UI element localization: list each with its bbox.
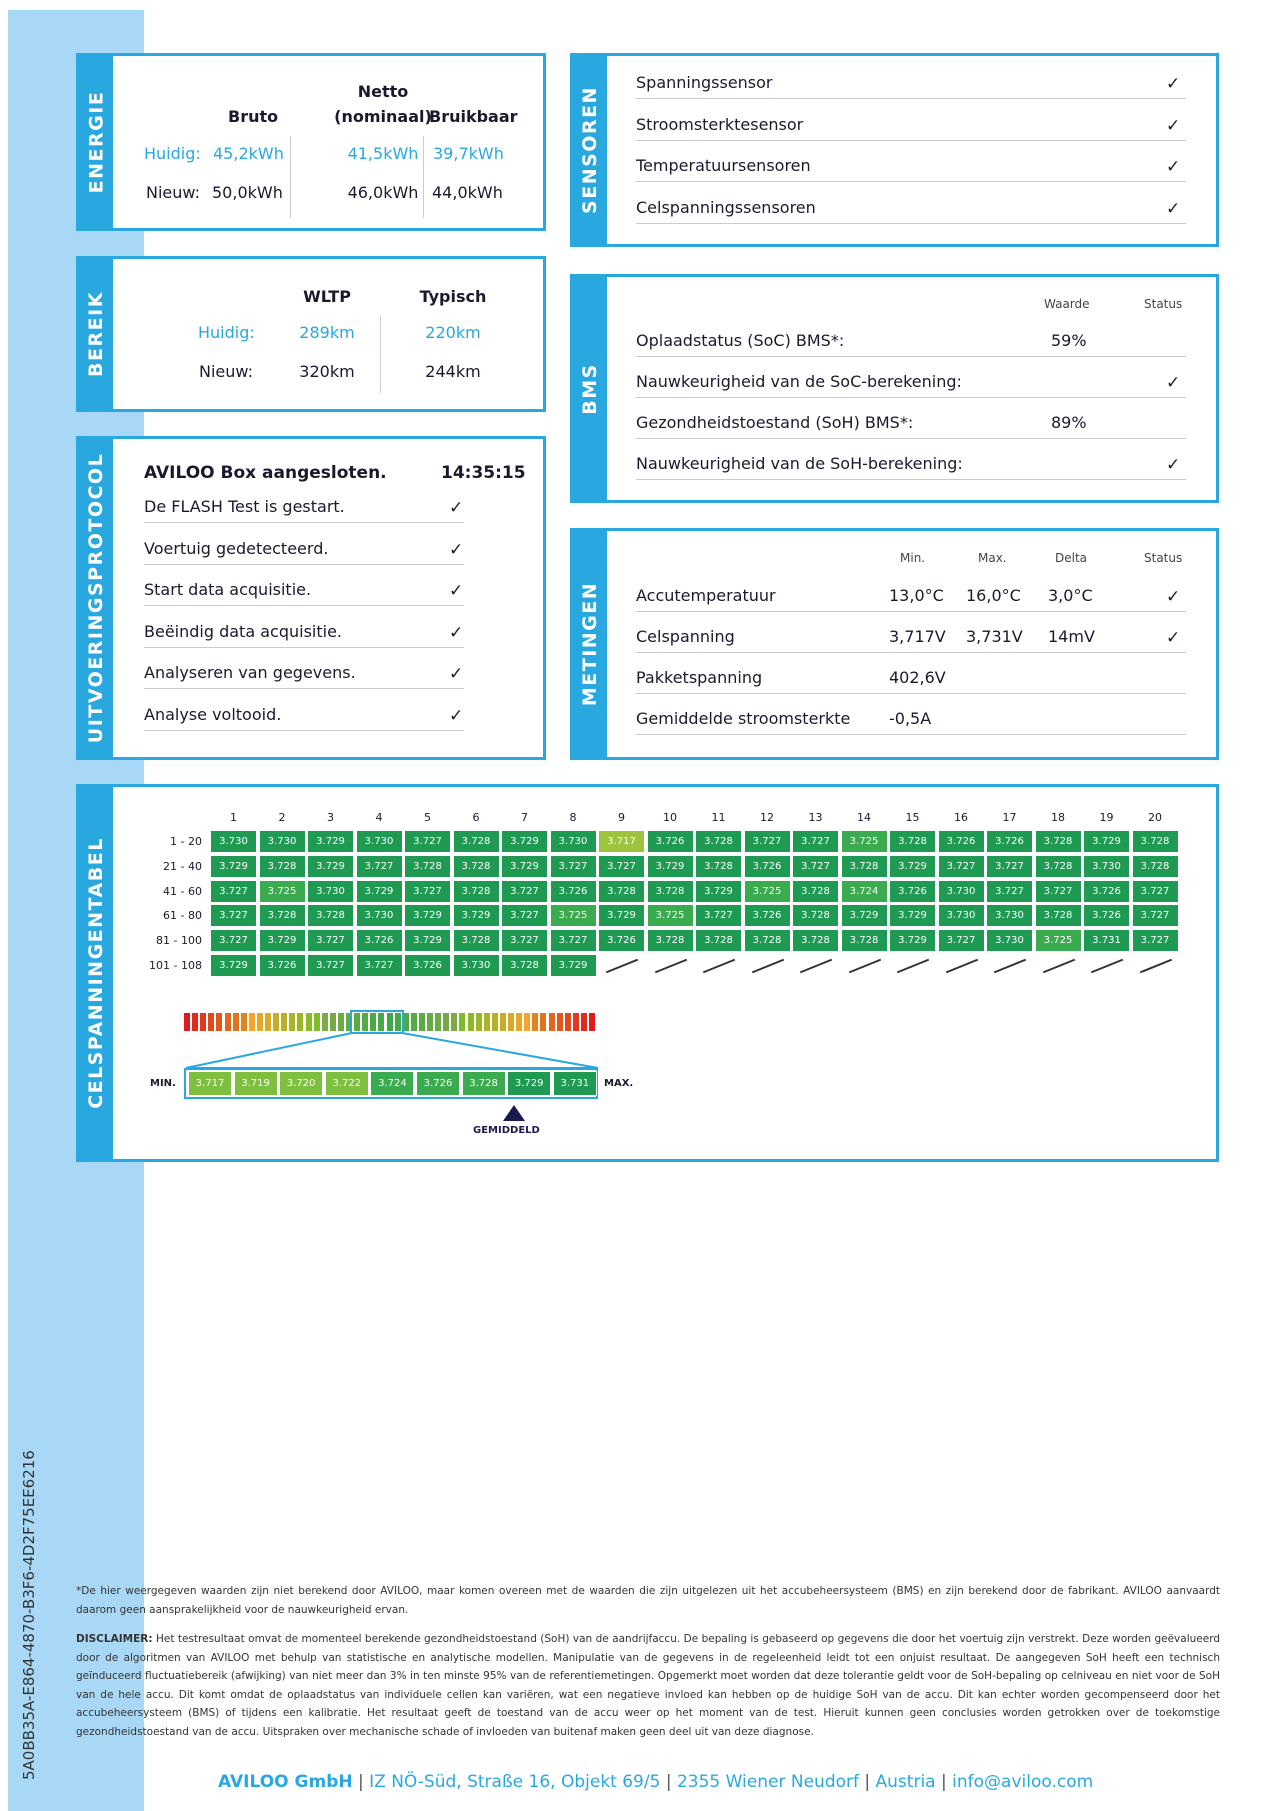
cell-voltage: 3.728: [792, 904, 839, 927]
cell-voltage: 3.727: [550, 855, 597, 878]
bms-tag: BMS: [573, 277, 607, 500]
zoom-value: 3.719: [234, 1071, 278, 1096]
cell-voltage: 3.726: [550, 880, 597, 903]
sensor-label: Stroomsterktesensor: [636, 114, 804, 134]
cell-voltage: 3.729: [356, 880, 403, 903]
protocol-step-label: Analyse voltooid.: [144, 704, 282, 724]
huidig-netto: 41,5kWh: [347, 144, 419, 163]
cell-voltage: 3.728: [453, 880, 500, 903]
row-divider: [636, 181, 1186, 182]
row-divider: [144, 730, 464, 731]
row-divider: [144, 647, 464, 648]
zoom-value: 3.722: [325, 1071, 369, 1096]
average-marker: [503, 1105, 525, 1121]
cell-voltage: 3.727: [792, 830, 839, 853]
cell-voltage: 3.725: [550, 904, 597, 927]
nieuw-bruto: 50,0kWh: [212, 183, 283, 202]
cell-voltage: 3.728: [647, 929, 694, 952]
check-icon: ✓: [449, 581, 464, 601]
cell-voltage: 3.727: [792, 855, 839, 878]
cell-voltage: 3.729: [501, 855, 548, 878]
cell-voltage: 3.728: [1132, 855, 1179, 878]
cell-voltage: 3.727: [1035, 880, 1082, 903]
cell-voltage: 3.729: [307, 830, 354, 853]
cell-voltage: 3.727: [210, 904, 257, 927]
cell-voltage: 3.730: [259, 830, 306, 853]
column-number: 2: [278, 811, 286, 824]
column-number: 15: [905, 811, 920, 824]
cell-voltage: 3.726: [647, 830, 694, 853]
average-label: GEMIDDELD: [473, 1125, 540, 1136]
nieuw-typisch: 244km: [425, 362, 481, 381]
metingen-min: -0,5A: [889, 709, 932, 728]
nieuw-label: Nieuw:: [199, 362, 253, 381]
column-number: 11: [711, 811, 726, 824]
cell-voltage: 3.729: [647, 855, 694, 878]
cell-voltage: 3.731: [1083, 929, 1130, 952]
sensor-label: Temperatuursensoren: [636, 156, 811, 175]
cell-voltage: 3.728: [598, 880, 645, 903]
cell-voltage: 3.728: [889, 830, 936, 853]
col-bruikbaar: Bruikbaar: [429, 107, 518, 126]
cell-voltage: 3.727: [356, 855, 403, 878]
cell-voltage: 3.728: [1035, 830, 1082, 853]
metingen-min: 3,717V: [889, 627, 946, 646]
cell-voltage: 3.726: [938, 830, 985, 853]
check-icon: ✓: [1166, 587, 1181, 607]
disclaimer-label: DISCLAIMER:: [76, 1633, 153, 1645]
cell-voltage: 3.727: [598, 855, 645, 878]
cell-voltage: 3.728: [695, 929, 742, 952]
bms-row-value: 89%: [1051, 413, 1087, 432]
divider: [423, 136, 424, 218]
cell-voltage: 3.724: [841, 880, 888, 903]
row-divider: [636, 140, 1186, 141]
col-wltp: WLTP: [303, 287, 351, 306]
check-icon: ✓: [1166, 74, 1181, 94]
cell-voltage: 3.727: [501, 929, 548, 952]
row-divider: [636, 356, 1186, 357]
cell-voltage: 3.728: [1035, 904, 1082, 927]
column-number: 19: [1099, 811, 1114, 824]
column-number: 12: [760, 811, 774, 824]
check-icon: ✓: [449, 539, 464, 560]
cell-voltage: 3.730: [938, 904, 985, 927]
bms-row-label: Nauwkeurigheid van de SoC-berekening:: [636, 372, 962, 391]
cell-voltage: 3.726: [1083, 880, 1130, 903]
zoom-value: 3.726: [416, 1071, 460, 1096]
check-icon: ✓: [1166, 373, 1181, 393]
cell-voltage: 3.729: [550, 954, 597, 977]
scale-max-label: MAX.: [604, 1078, 634, 1089]
address: IZ NÖ-Süd, Straße 16, Objekt 69/5: [369, 1772, 661, 1792]
cell-voltage: 3.729: [210, 954, 257, 977]
cell-voltage: 3.729: [404, 929, 451, 952]
row-divider: [636, 397, 1186, 398]
col-delta: Delta: [1055, 551, 1088, 565]
footer-contact: [218, 1772, 1093, 1792]
cell-voltage: 3.728: [453, 855, 500, 878]
protocol-step-label: Beëindig data acquisitie.: [144, 621, 342, 641]
cell-voltage: 3.728: [453, 929, 500, 952]
scale-min-label: MIN.: [150, 1078, 176, 1089]
check-icon: ✓: [1166, 157, 1181, 177]
cell-voltage: 3.730: [986, 904, 1033, 927]
col-status: Status: [1144, 297, 1183, 311]
cell-voltage: 3.727: [307, 929, 354, 952]
protocol-time: 14:35:15: [441, 463, 526, 483]
city: 2355 Wiener Neudorf: [676, 1772, 859, 1792]
cell-voltage: 3.730: [453, 954, 500, 977]
cell-voltage: 3.728: [841, 855, 888, 878]
cell-voltage: 3.728: [307, 904, 354, 927]
col-waarde: Waarde: [1044, 297, 1090, 311]
column-number: 13: [808, 811, 823, 824]
row-divider: [144, 605, 464, 606]
bereik-tag: BEREIK: [79, 259, 113, 409]
row-range-label: 81 - 100: [156, 934, 202, 948]
cell-voltage: 3.728: [259, 904, 306, 927]
cell-voltage: 3.729: [259, 929, 306, 952]
cell-voltage: 3.729: [695, 880, 742, 903]
check-icon: ✓: [1166, 115, 1181, 136]
cell-voltage: 3.725: [647, 904, 694, 927]
row-range-label: 21 - 40: [163, 859, 202, 873]
col-netto-2: (nominaal): [334, 107, 432, 126]
protocol-title: AVILOO Box aangesloten.: [144, 463, 387, 483]
cell-voltage: 3.729: [598, 904, 645, 927]
col-status: Status: [1144, 551, 1183, 565]
sep: |: [358, 1772, 364, 1792]
cell-voltage: 3.727: [986, 855, 1033, 878]
cell-voltage: 3.728: [453, 830, 500, 853]
cell-voltage: 3.729: [1083, 830, 1130, 853]
nieuw-netto: 46,0kWh: [347, 183, 419, 202]
check-icon: ✓: [449, 705, 464, 726]
metingen-max: 3,731V: [966, 627, 1023, 646]
cell-voltage: 3.727: [210, 880, 257, 903]
protocol-step-label: De FLASH Test is gestart.: [144, 497, 345, 516]
sep: |: [665, 1772, 672, 1792]
cell-voltage: 3.726: [1083, 904, 1130, 927]
column-number: 17: [1002, 811, 1017, 824]
cell-voltage: 3.727: [501, 880, 548, 903]
cell-voltage: 3.730: [1083, 855, 1130, 878]
celtabel-tag: CELSPANNINGENTABEL: [79, 787, 113, 1159]
metingen-row-label: Accutemperatuur: [636, 586, 776, 605]
col-bruto: Bruto: [228, 107, 279, 126]
metingen-tag: METINGEN: [573, 531, 607, 757]
metingen-delta: 14mV: [1048, 627, 1095, 646]
country: Austria: [875, 1772, 936, 1792]
cell-voltage: 3.730: [986, 929, 1033, 952]
row-divider: [636, 611, 1186, 612]
cell-voltage: 3.727: [356, 954, 403, 977]
sep: |: [941, 1772, 947, 1792]
cell-voltage: 3.726: [986, 830, 1033, 853]
cell-voltage: 3.729: [889, 855, 936, 878]
bms-footnote: *De hier weergegeven waarden zijn niet berekend door AVILOO, maar komen overeen met de waarden die zijn uitgelezen uit het accubeheersysteem (BMS) en zijn berekend door de fabrikant. AVILOO aanvaardt daarom geen aansprakelijkheid voor de nauwkeurigheid ervan.: [76, 1585, 1220, 1616]
column-number: 6: [472, 811, 480, 824]
row-divider: [636, 438, 1186, 439]
protocol-panel: [76, 436, 546, 760]
sensor-label: Spanningssensor: [636, 73, 773, 92]
huidig-label: Huidig:: [144, 144, 201, 163]
bms-row-value: 59%: [1051, 331, 1087, 350]
huidig-label: Huidig:: [198, 323, 255, 342]
zoom-value: 3.731: [553, 1071, 597, 1096]
check-icon: ✓: [1166, 198, 1181, 219]
column-number: 8: [569, 811, 577, 824]
protocol-tag: UITVOERINGSPROTOCOL: [79, 439, 113, 757]
company-name: AVILOO GmbH: [218, 1772, 353, 1792]
protocol-step-label: Voertuig gedetecteerd.: [144, 538, 329, 558]
divider: [290, 136, 291, 218]
sensor-label: Celspanningssensoren: [636, 197, 816, 217]
row-divider: [636, 479, 1186, 480]
bms-panel: [570, 274, 1219, 503]
disclaimer: [76, 1630, 1220, 1741]
cell-voltage: 3.728: [259, 855, 306, 878]
cell-voltage: 3.730: [356, 830, 403, 853]
disclaimer-text: Het testresultaat omvat de momenteel berekende gezondheidstoestand (SoH) van de aandrijfaccu. De bepaling is gebaseerd op gegevens die door het voertuig zijn verstrekt. Deze worden geëvalueerd door de algoritmen van AVILOO met behulp van statistische en analytische modellen. Manipulatie van de gegevens in de regeleenheid leidt tot een onjuist resultaat. De aangegeven SoH heeft een technisch geïnduceerd fluctuatiebereik (afwijking) van niet meer dan 3% in ten minste 95% van de referentiemetingen. Opgemerkt moet worden dat deze tolerantie geldt voor de SoH-bepaling op celniveau en niet voor de SoH van de hele accu. Dit komt omdat de oplaadstatus van individuele cellen kan variëren, wat een negatieve invloed kan hebben op de huidige SoH van de accu. Dit kan echter worden gecompenseerd door het accubeheersysteem (BMS) of tijdens een kalibratie. Het resultaat geeft de toestand van de accu weer op het moment van de test. Hieruit kunnen geen conclusies worden getrokken over de toekomstige gezondheidstoestand van de accu. Uitspraken over mechanische schade of invloeden van buitenaf maken geen deel uit van deze diagnose.: [76, 1633, 1220, 1738]
column-number: 18: [1051, 811, 1065, 824]
column-number: 5: [424, 811, 431, 824]
row-divider: [144, 688, 464, 689]
cell-voltage: 3.727: [744, 830, 791, 853]
cell-voltage: 3.726: [744, 855, 791, 878]
nieuw-bruikbaar: 44,0kWh: [432, 183, 503, 202]
cell-voltage: 3.728: [792, 929, 839, 952]
row-divider: [636, 693, 1186, 694]
row-range-label: 101 - 108: [149, 959, 202, 972]
row-range-label: 41 - 60: [163, 884, 202, 898]
nieuw-label: Nieuw:: [146, 183, 200, 202]
column-number: 9: [618, 811, 625, 824]
check-icon: ✓: [449, 498, 464, 518]
column-number: 1: [230, 811, 237, 824]
cell-voltage: 3.729: [841, 904, 888, 927]
cell-voltage: 3.730: [938, 880, 985, 903]
row-divider: [636, 734, 1186, 735]
cell-voltage: 3.728: [695, 830, 742, 853]
metingen-row-label: Celspanning: [636, 627, 735, 646]
cell-voltage: 3.728: [501, 954, 548, 977]
col-max: Max.: [978, 551, 1007, 565]
column-number: 3: [327, 811, 334, 824]
cell-voltage: 3.726: [404, 954, 451, 977]
column-number: 20: [1148, 811, 1162, 824]
column-number: 7: [521, 811, 528, 824]
row-divider: [636, 98, 1186, 99]
column-number: 10: [663, 811, 677, 824]
row-range-label: 61 - 80: [163, 909, 202, 923]
cell-voltage: 3.729: [453, 904, 500, 927]
divider: [380, 315, 381, 393]
row-divider: [636, 652, 1186, 653]
bms-row-label: Gezondheidstoestand (SoH) BMS*:: [636, 413, 914, 432]
sensoren-tag: SENSOREN: [573, 56, 607, 244]
cell-voltage: 3.728: [744, 929, 791, 952]
cell-voltage: 3.727: [210, 929, 257, 952]
metingen-min: 13,0°C: [889, 586, 944, 605]
cell-voltage: 3.727: [404, 830, 451, 853]
cell-voltage: 3.727: [501, 904, 548, 927]
cell-voltage: 3.729: [889, 904, 936, 927]
cell-voltage: 3.728: [792, 880, 839, 903]
cell-voltage: 3.727: [695, 904, 742, 927]
cell-voltage: 3.729: [889, 929, 936, 952]
zoom-value: 3.728: [462, 1071, 506, 1096]
document-id: 5A0BB35A-E864-4870-B3F6-4D2F75EE6216: [20, 1450, 38, 1780]
metingen-delta: 3,0°C: [1048, 586, 1093, 605]
protocol-step-label: Start data acquisitie.: [144, 580, 312, 599]
cell-voltage: 3.728: [647, 880, 694, 903]
cell-voltage: 3.728: [841, 929, 888, 952]
scale-highlight: [350, 1010, 404, 1034]
row-range-label: 1 - 20: [170, 835, 202, 848]
zoom-value: 3.729: [507, 1071, 551, 1096]
cell-voltage: 3.727: [938, 929, 985, 952]
cell-voltage: 3.730: [307, 880, 354, 903]
cell-voltage: 3.725: [259, 880, 306, 903]
cell-voltage: 3.730: [356, 904, 403, 927]
metingen-max: 16,0°C: [966, 586, 1021, 605]
cell-voltage: 3.727: [938, 855, 985, 878]
row-divider: [636, 223, 1186, 224]
cell-voltage: 3.726: [744, 904, 791, 927]
cell-voltage: 3.730: [210, 830, 257, 853]
cell-voltage: 3.726: [356, 929, 403, 952]
cell-voltage: 3.729: [307, 855, 354, 878]
metingen-panel: [570, 528, 1219, 760]
huidig-bruto: 45,2kWh: [213, 144, 284, 163]
cell-voltage: 3.728: [1035, 855, 1082, 878]
zoom-value: 3.724: [370, 1071, 414, 1096]
check-icon: ✓: [449, 664, 464, 684]
cell-voltage: 3.727: [1132, 880, 1179, 903]
cell-voltage: 3.727: [550, 929, 597, 952]
cell-voltage: 3.726: [598, 929, 645, 952]
sep: |: [864, 1772, 871, 1792]
sensoren-panel: [570, 53, 1219, 247]
zoom-value: 3.720: [279, 1071, 323, 1096]
energie-tag: ENERGIE: [79, 56, 113, 228]
cell-voltage: 3.727: [986, 880, 1033, 903]
cell-voltage: 3.727: [307, 954, 354, 977]
energie-panel: [76, 53, 546, 231]
email-link[interactable]: info@aviloo.com: [952, 1772, 1094, 1792]
cell-voltage: 3.729: [210, 855, 257, 878]
zoom-value: 3.717: [188, 1071, 232, 1096]
check-icon: ✓: [1166, 455, 1181, 475]
huidig-typisch: 220km: [425, 323, 481, 342]
cell-voltage: 3.725: [744, 880, 791, 903]
cell-voltage: 3.726: [889, 880, 936, 903]
bereik-panel: [76, 256, 546, 412]
column-number: 14: [857, 811, 871, 824]
check-icon: ✓: [1166, 628, 1181, 648]
metingen-row-label: Pakketspanning: [636, 668, 763, 687]
cell-voltage: 3.728: [1132, 830, 1179, 853]
row-divider: [144, 564, 464, 565]
cell-voltage: 3.725: [841, 830, 888, 853]
nieuw-wltp: 320km: [299, 362, 355, 381]
cell-voltage: 3.717: [598, 830, 645, 853]
bms-row-label: Nauwkeurigheid van de SoH-berekening:: [636, 454, 963, 473]
check-icon: ✓: [449, 622, 464, 643]
cell-voltage: 3.726: [259, 954, 306, 977]
cell-voltage: 3.727: [1132, 904, 1179, 927]
col-netto-1: Netto: [357, 82, 409, 101]
col-min: Min.: [900, 551, 926, 565]
cell-voltage: 3.730: [550, 830, 597, 853]
cell-voltage: 3.729: [404, 904, 451, 927]
cell-voltage: 3.728: [695, 855, 742, 878]
huidig-bruikbaar: 39,7kWh: [433, 144, 504, 163]
column-number: 4: [375, 811, 383, 824]
column-number: 16: [954, 811, 968, 824]
cell-voltage: 3.727: [1132, 929, 1179, 952]
cell-voltage: 3.728: [404, 855, 451, 878]
huidig-wltp: 289km: [299, 323, 355, 342]
metingen-min: 402,6V: [889, 668, 946, 687]
protocol-step-label: Analyseren van gegevens.: [144, 663, 356, 682]
cell-voltage: 3.729: [501, 830, 548, 853]
col-typisch: Typisch: [419, 287, 487, 306]
bms-row-label: Oplaadstatus (SoC) BMS*:: [636, 331, 845, 350]
cell-voltage: 3.725: [1035, 929, 1082, 952]
metingen-row-label: Gemiddelde stroomsterkte: [636, 709, 851, 728]
cell-voltage: 3.727: [404, 880, 451, 903]
row-divider: [144, 522, 464, 523]
